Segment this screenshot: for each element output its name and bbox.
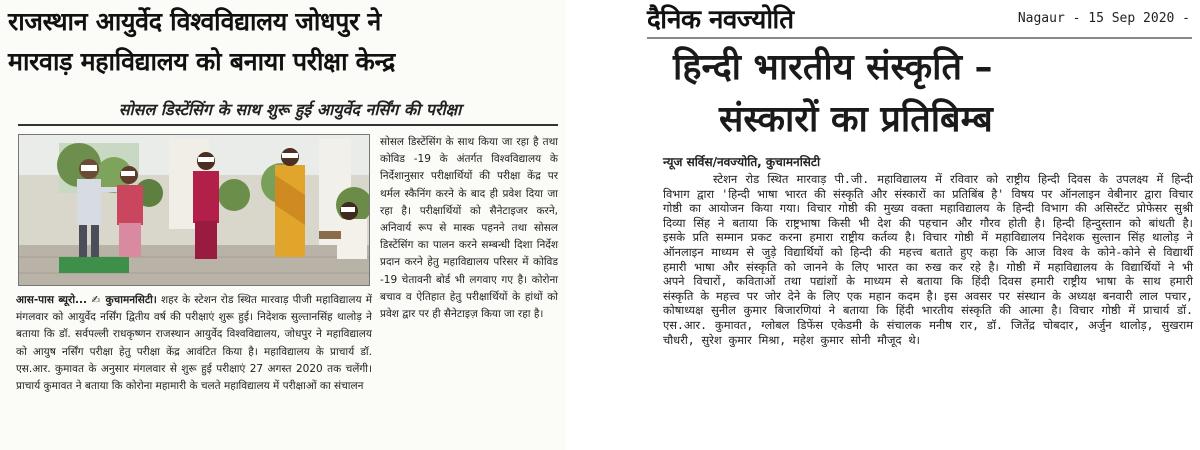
news-byline: न्यूज सर्विस/नवज्योति, कुचामनसिटी xyxy=(663,155,821,169)
masthead-rule xyxy=(647,37,1192,39)
exam-entry-photo xyxy=(18,134,370,286)
left-body-main xyxy=(16,292,372,395)
right-headline-line1: हिन्दी भारतीय संस्कृति – xyxy=(673,47,993,88)
newspaper-masthead: दैनिक नवज्योति xyxy=(647,5,794,35)
right-news-clipping xyxy=(633,0,1200,450)
left-dateline: आस-पास ब्यूरो... ✍ कुचामनसिटी। xyxy=(16,294,157,306)
exam-entry-photo-illustration xyxy=(19,135,370,286)
right-article-paragraph: स्टेशन रोड स्थित मारवाड़ पी.जी. महाविद्यालय में रविवार को राष्ट्रीय हिन्दी दिवस के उपलक्ष्य में हिन्दी विभाग द्वारा 'हिन्दी भाषा भारत की संस्कृति और संस्कारों का प्रतिबिंब है' विषय पर ऑनलाइन वेबीनार द्वारा विचार गोष्ठी का आयोजन किया गया। विचार गोष्ठी की मुख्य वक्ता महाविद्यालय के हिन्दी विभाग की असिस्टेंट प्रोफेसर सुश्री दिव्या सिंह ने बताया कि राष्ट्रभाषा किसी भी देश की पहचान और गौरव होती है। हिन्दी हिन्दुस्तान को बांधती है। इसके प्रति सम्मान प्रकट करना हमारा राष्ट्रीय कर्तव्य है। विचार गोष्ठी में महाविद्यालय निदेशक सुल्तान सिंह थालोड़ ने ऑनलाइन माध्यम से जुड़े विद्यार्थियों को हिन्दी की महत्त्व बताते हुए कहा कि आज विश्व के कोने-कोने से विद्यार्थी हमारी भाषा और संस्कृति को जानने के लिए भारत का रुख कर रहे है। गोष्ठी में महाविद्यालय के विद्यार्थियों ने भी अपने विचारों, कविताओं तथा पद्यांशों के माध्यम से बताया कि हिंदी दिवस हमारी राष्ट्रीय भाषा के साथ हमारी संस्कृति के महत्त्व पर जोर देने के लिए एक महान कदम है। इस अवसर पर संस्थान के अध्यक्ष बनवारी लाल पचार, कोषाध्यक्ष सुनील कुमार बिजारणियां ने बताया कि हिंदी भारतीय संस्कृति की आत्मा है। विचार गोष्ठी में प्राचार्य डॉ. एस.आर. कुमावत, ग्लोबल डिफेंस एकेडमी के संचालक मनीष रार, डॉ. जितेंद्र चोबदार, अर्जुन थालोड़, सुखराम चौधरी, सुरेश कुमार मिश्रा, महेश कुमार सोनी मौजूद थे। xyxy=(663,172,1193,347)
left-subheadline: सोसल डिस्टेंसिंग के साथ शुरू हुई आयुर्वेद नर्सिंग की परीक्षा xyxy=(118,100,462,119)
left-headline-line1: राजस्थान आयुर्वेद विश्वविद्यालय जोधपुर ने xyxy=(8,7,381,36)
left-news-clipping xyxy=(0,0,566,450)
left-body-main-text: शहर के स्टेशन रोड स्थित मारवाड़ पीजी महाविद्यालय में मंगलवार को आयुर्वेद नर्सिंग द्वितीय वर्ष की परीक्षाएं शुरू हुई। निदेशक सुल्तानसिंह थालोड़ ने बताया कि डॉ. सर्वपल्ली राधकृष्णन राजस्थान आयुर्वेद विश्वविद्यालय, जोधपुर ने महाविद्यालय को आयुष नर्सिंग परीक्षा हेतु परीक्षा केंद्र आवंटित किया है। महाविद्यालय के प्राचार्य डॉ. एस.आर. कुमावत के अनुसार मंगलवार से शुरू हुई परीक्षाएं 27 अगस्त 2020 तक चलेंगी। प्राचार्य कुमावत ने बताया कि कोरोना महामारी के चलते महाविद्यालय में परीक्षाओं का संचालन xyxy=(16,294,373,393)
edition-dateline: Nagaur - 15 Sep 2020 - xyxy=(1017,11,1190,26)
subheadline-rule xyxy=(18,124,558,126)
left-headline-line2: मारवाड़ महाविद्यालय को बनाया परीक्षा केन्द्र xyxy=(8,47,395,76)
left-body-column: सोसल डिस्टेंसिंग के साथ किया जा रहा है तथा कोविड -19 के अंतर्गत विश्वविद्यालय के निर्देशानुसार परीक्षार्थियों की परीक्षा केंद्र पर थर्मल स्कैनिंग करने के बाद ही प्रवेश दिया जा रहा है। परीक्षार्थियों को सैनेटाइजर करने, अनिवार्य रूप से मास्क पहनने तथा सोसल डिस्टेंसिंग का पालन करने सम्बन्धी दिशा निर्देश प्रदान करने हेतु महाविद्यालय परिसर में कोविड -19 चेतावनी बोर्ड भी लगवाए गए है। कोरोना बचाव व ऐतिहात हेतु परीक्षार्थियों के हांथों को प्रवेश द्वार पर ही सैनेटाइज़ किया जा रहा है। xyxy=(380,136,558,321)
right-article-body xyxy=(663,172,1193,347)
right-headline-line2: संस्कारों का प्रतिबिम्ब xyxy=(719,99,993,140)
